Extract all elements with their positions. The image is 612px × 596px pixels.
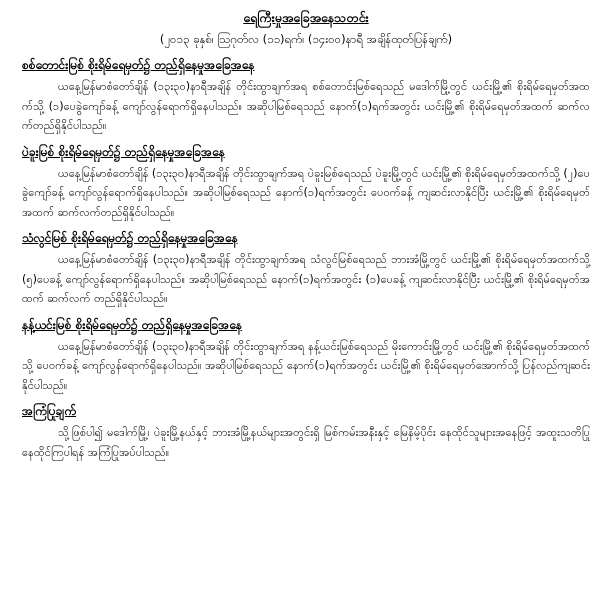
section-body: ယနေ့မြန်မာစံတော်ချိန် (၁၃း၃၀)နာရီအချိန် တိုင်းထွာချက်အရ သံလွင်မြစ်ရေသည် ဘားအံမြို့တွင် ယင်းမြို့၏ စိုးရိမ်ရေမှတ်အထက်သို့ (၅)ပေခန့် ကျော်လွန်ရောက်ရှိနေပါသည်။ အဆိုပါမြစ်ရေသည် နောက်(၁)ရက်အတွင်း (၁)ပေခန့် ကျဆင်းလာနိုင်ပြီး ယင်းမြို့၏ စိုးရိမ်ရေမှတ်အထက် ဆက်လက် တည်ရှိနိုင်ပါသည်။	[22, 253, 590, 305]
document-subtitle: (၂၀၁၃ ခုနှစ်၊ ဩဂုတ်လ (၁၁)ရက်၊ (၁၄း၀၀)နာရီ အချိန်ထုတ်ပြန်ချက်)	[159, 32, 453, 46]
section-body: သို့ဖြစ်ပါ၍ မဒေါက်မြို့၊ ပဲခူးမြို့နယ်နှင့် ဘားအံမြို့နယ်များအတွင်းရှိ မြစ်ကမ်းအနီးနှင့် မြေနိမ့်ပိုင်း နေထိုင်သူများအနေဖြင့် အထူးသတိပြုနေထိုင်ကြပါရန် အကြံပြုအပ်ပါသည်။	[22, 426, 590, 459]
section-heading: ပဲခူးမြစ် စိုးရိမ်ရေမှတ်၌ တည်ရှိနေမှုအခြေအနေ	[22, 144, 225, 159]
section-heading: စစ်တောင်းမြစ် စိုးရိမ်ရေမှတ်၌ တည်ရှိနေမှုအခြေအနေ	[22, 58, 255, 72]
section-thanlwin-river	[22, 228, 590, 309]
section-heading: အကြံပြုချက်	[22, 404, 77, 418]
section-body: ယနေ့မြန်မာစံတော်ချိန် (၁၃း၃၀)နာရီအချိန် တိုင်းထွာချက်အရ နန့်ယင်းမြစ်ရေသည် မိုးကောင်းမြို့တွင် ယင်းမြို့၏ စိုးရိမ်ရေမှတ်အထက်သို့ ပေ၀က်ခန့် ကျော်လွန်ရောက်ရှိနေပါသည်။ အဆိုပါမြစ်ရေသည် နောက်(၁)ရက်အတွင်း ယင်းမြို့၏ စိုးရိမ်ရေမှတ်အောက်သို့ ပြန်လည်ကျဆင်းနိုင်ပါသည်။	[22, 339, 590, 392]
section-bago-river	[22, 142, 590, 223]
section-body: ယနေ့မြန်မာစံတော်ချိန် (၁၃း၃၀)နာရီအချိန် တိုင်းထွာချက်အရ စစ်တောင်းမြစ်ရေသည် မဒေါက်မြို့တွင် ယင်းမြို့၏ စိုးရိမ်ရေမှတ်အထက်သို့ (၁)ပေခွဲကျော်ခန့် ကျော်လွန်ရောက်ရှိနေပါသည်။ အဆိုပါမြစ်ရေသည် နောက်(၁)ရက်အတွင်း ယင်းမြို့၏ စိုးရိမ်ရေမှတ်အထက် ဆက်လက်တည်ရှိနိုင်ပါသည်။	[22, 80, 590, 132]
section-sittaung-river	[22, 55, 590, 136]
section-heading: သံလွင်မြစ် စိုးရိမ်ရေမှတ်၌ တည်ရှိနေမှုအခြေအနေ	[22, 231, 238, 245]
section-namyin-river	[22, 315, 590, 396]
document-title: ရေကြီးမှုအခြေအနေသတင်း	[243, 10, 369, 25]
section-body: ယနေ့မြန်မာစံတော်ချိန် (၁၃း၃၀)နာရီအချိန် တိုင်းထွာချက်အရ ပဲခူးမြစ်ရေသည် ပဲခူးမြို့တွင် ယင်းမြို့၏ စိုးရိမ်ရေမှတ်အထက်သို့ (၂)ပေခွဲကျော်ခန့် ကျော်လွန်ရောက်ရှိနေပါသည်။ အဆိုပါမြစ်ရေသည် နောက်(၁)ရက်အတွင်း ပေ၀က်ခန့် ကျဆင်းလာနိုင်ပြီး ယင်းမြို့၏ စိုးရိမ်ရေမှတ်အထက် ဆက်လက်တည်ရှိနိုင်ပါသည်။	[22, 166, 590, 219]
section-advice	[22, 401, 590, 462]
section-heading: နန့်ယင်းမြစ် စိုးရိမ်ရေမှတ်၌ တည်ရှိနေမှုအခြေအနေ	[22, 317, 242, 332]
